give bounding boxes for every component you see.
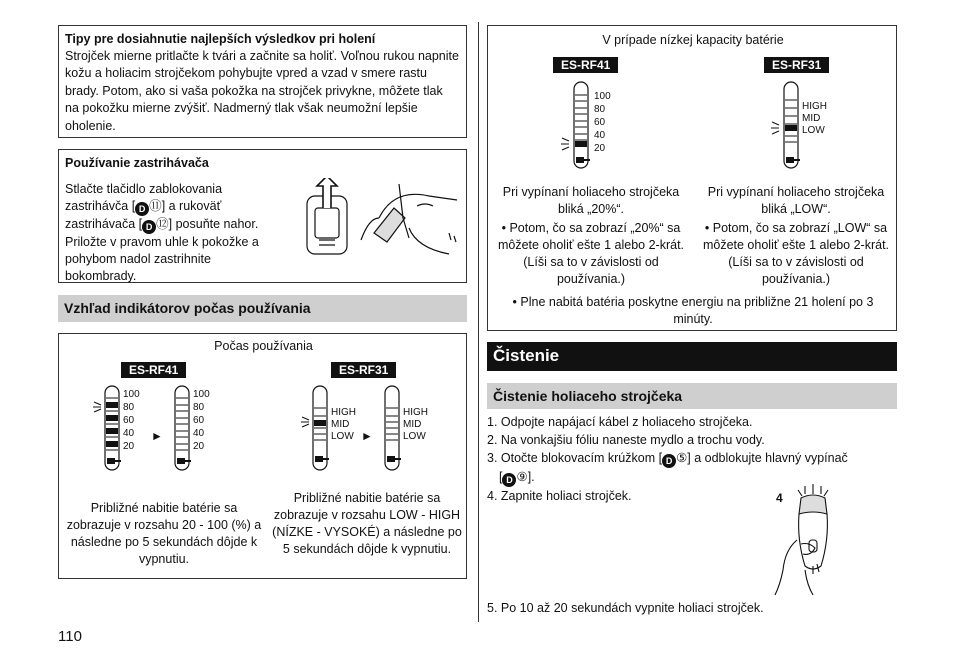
level-label: 80 (123, 402, 135, 413)
level-label: 100 (193, 389, 210, 400)
trimmer-line3-b: ] posuňte nahor. (168, 217, 259, 231)
part-d-icon: D (662, 454, 676, 468)
step-3-b: ] a odblokujte hlavný vypínač (687, 451, 848, 465)
level-label: 60 (193, 415, 205, 426)
rf31-indicator-diagram (299, 382, 459, 472)
rf31-low-indicator (770, 78, 840, 172)
trimmer-box (58, 149, 467, 283)
model-tag-rf41: ES-RF41 (121, 362, 186, 378)
rf31-indicator-text: Približné nabitie batérie sa zobrazuje v rozsahu LOW - HIGH (NÍZKE - VYSOKÉ) a následne po 5 sekundách dôjde k vypnutiu. (272, 491, 462, 556)
rf41-indicator-diagram (89, 382, 249, 472)
level-label: MID (403, 419, 422, 430)
shaver-hand-illustration (765, 480, 850, 600)
rf41-low-text1: Pri vypínaní holiaceho strojčeka bliká „20%“. (502, 185, 680, 216)
trimmer-line5: pohybom nadol zastrihnite (65, 252, 211, 266)
level-label: 60 (123, 415, 135, 426)
indicator-subtitle: Počas používania (214, 339, 313, 353)
level-label: LOW (331, 431, 354, 442)
level-label: LOW (403, 431, 426, 442)
level-label: 100 (123, 389, 140, 400)
ref-num: ⑫ (156, 217, 169, 231)
level-label: 20 (594, 143, 606, 154)
figure-label: 4 (776, 491, 783, 505)
trimmer-illustration (299, 178, 464, 258)
indicator-heading: Vzhľad indikátorov počas používania (58, 295, 467, 322)
rf41-low-text2: • Potom, čo sa zobrazí „20%“ sa môžete oholiť ešte 1 alebo 2-krát. (Líši sa to v závislosti od používania.) (497, 221, 685, 286)
page-number: 110 (58, 628, 82, 645)
tips-body: Strojček mierne pritlačte k tvári a začnite sa holiť. Voľnou rukou napnite kožu a holiacim strojčekom pohybujte vpred a vzad v smere rastu brady. Potom, ako si vaša pokožka na strojček privykne, môžete tlak na pokožku mierne zvýšiť. Nadmerný tlak však neumožní lepšie oholenie. (65, 49, 459, 133)
step-5: 5. Po 10 až 20 sekundách vypnite holiaci strojček. (487, 601, 764, 615)
trimmer-line2 (65, 198, 295, 216)
step-2: 2. Na vonkajšiu fóliu naneste mydlo a trochu vody. (487, 433, 765, 447)
level-label: 80 (193, 402, 205, 413)
tips-title: Tipy pre dosiahnutie najlepších výsledkov pri holení (65, 32, 376, 46)
level-label: MID (802, 113, 821, 124)
ref-num: ⑨ (516, 470, 528, 484)
step-3 (487, 449, 897, 468)
level-label: 20 (123, 441, 135, 452)
trimmer-title: Používanie zastrihávača (65, 156, 209, 170)
model-tag-rf41: ES-RF41 (553, 57, 618, 73)
level-label: LOW (802, 125, 825, 136)
level-label: HIGH (331, 407, 356, 418)
step-3-a: 3. Otočte blokovacím krúžkom [ (487, 451, 663, 465)
part-d-icon: D (135, 202, 149, 216)
low-battery-box (487, 25, 897, 331)
step-3-d: ]. (527, 470, 535, 484)
rf31-low-text2: • Potom, čo sa zobrazí „LOW“ sa môžete oholiť ešte 1 alebo 2-krát. (Líši sa to v závislosti od používania.) (702, 221, 890, 286)
level-label: HIGH (403, 407, 428, 418)
level-label: HIGH (802, 101, 827, 112)
low-battery-subtitle: V prípade nízkej kapacity batérie (602, 33, 784, 47)
step-3-c: [ (499, 470, 503, 484)
level-label: MID (331, 419, 350, 430)
trimmer-body (65, 181, 295, 285)
model-tag-rf31: ES-RF31 (331, 362, 396, 378)
full-charge-text: • Plne nabitá batéria poskytne energiu na približne 21 holení po 3 minúty. (512, 295, 874, 326)
trimmer-line4: Priložte v pravom uhle k pokožke a (65, 235, 259, 249)
ref-num: ⑤ (676, 451, 688, 465)
rf41-indicator-text: Približné nabitie batérie sa zobrazuje v rozsahu 20 - 100 (%) a následne po 5 sekundách dôjde k vypnutiu. (66, 501, 262, 566)
cleaning-subheading: Čistenie holiaceho strojčeka (487, 383, 897, 409)
level-label: 80 (594, 104, 606, 115)
trimmer-line6: bokombrady. (65, 269, 137, 283)
rf31-low-text1: Pri vypínaní holiaceho strojčeka bliká „LOW“. (707, 185, 885, 216)
model-tag-rf31: ES-RF31 (764, 57, 829, 73)
level-label: 100 (594, 91, 611, 102)
column-divider (478, 22, 479, 622)
part-d-icon: D (142, 220, 156, 234)
tips-box (58, 25, 467, 138)
level-label: 40 (123, 428, 135, 439)
trimmer-line1: Stlačte tlačidlo zablokovania (65, 182, 223, 196)
arrow-right-icon: ► (151, 429, 163, 443)
rf41-low-indicator (560, 78, 630, 172)
level-label: 20 (193, 441, 205, 452)
step-4: 4. Zapnite holiaci strojček. (487, 489, 632, 503)
level-label: 40 (193, 428, 205, 439)
trimmer-line3-a: zastrihávača [ (65, 217, 143, 231)
trimmer-line3 (65, 216, 295, 234)
indicator-box (58, 333, 467, 579)
level-label: 60 (594, 117, 606, 128)
part-d-icon: D (502, 473, 516, 487)
trimmer-line2-b: ] a rukoväť (161, 199, 222, 213)
ref-num: ⑪ (149, 199, 162, 213)
trimmer-line2-a: zastrihávča [ (65, 199, 136, 213)
arrow-right-icon: ► (361, 429, 373, 443)
cleaning-heading: Čistenie (487, 342, 897, 371)
step-1: 1. Odpojte napájací kábel z holiaceho strojčeka. (487, 415, 753, 429)
level-label: 40 (594, 130, 606, 141)
